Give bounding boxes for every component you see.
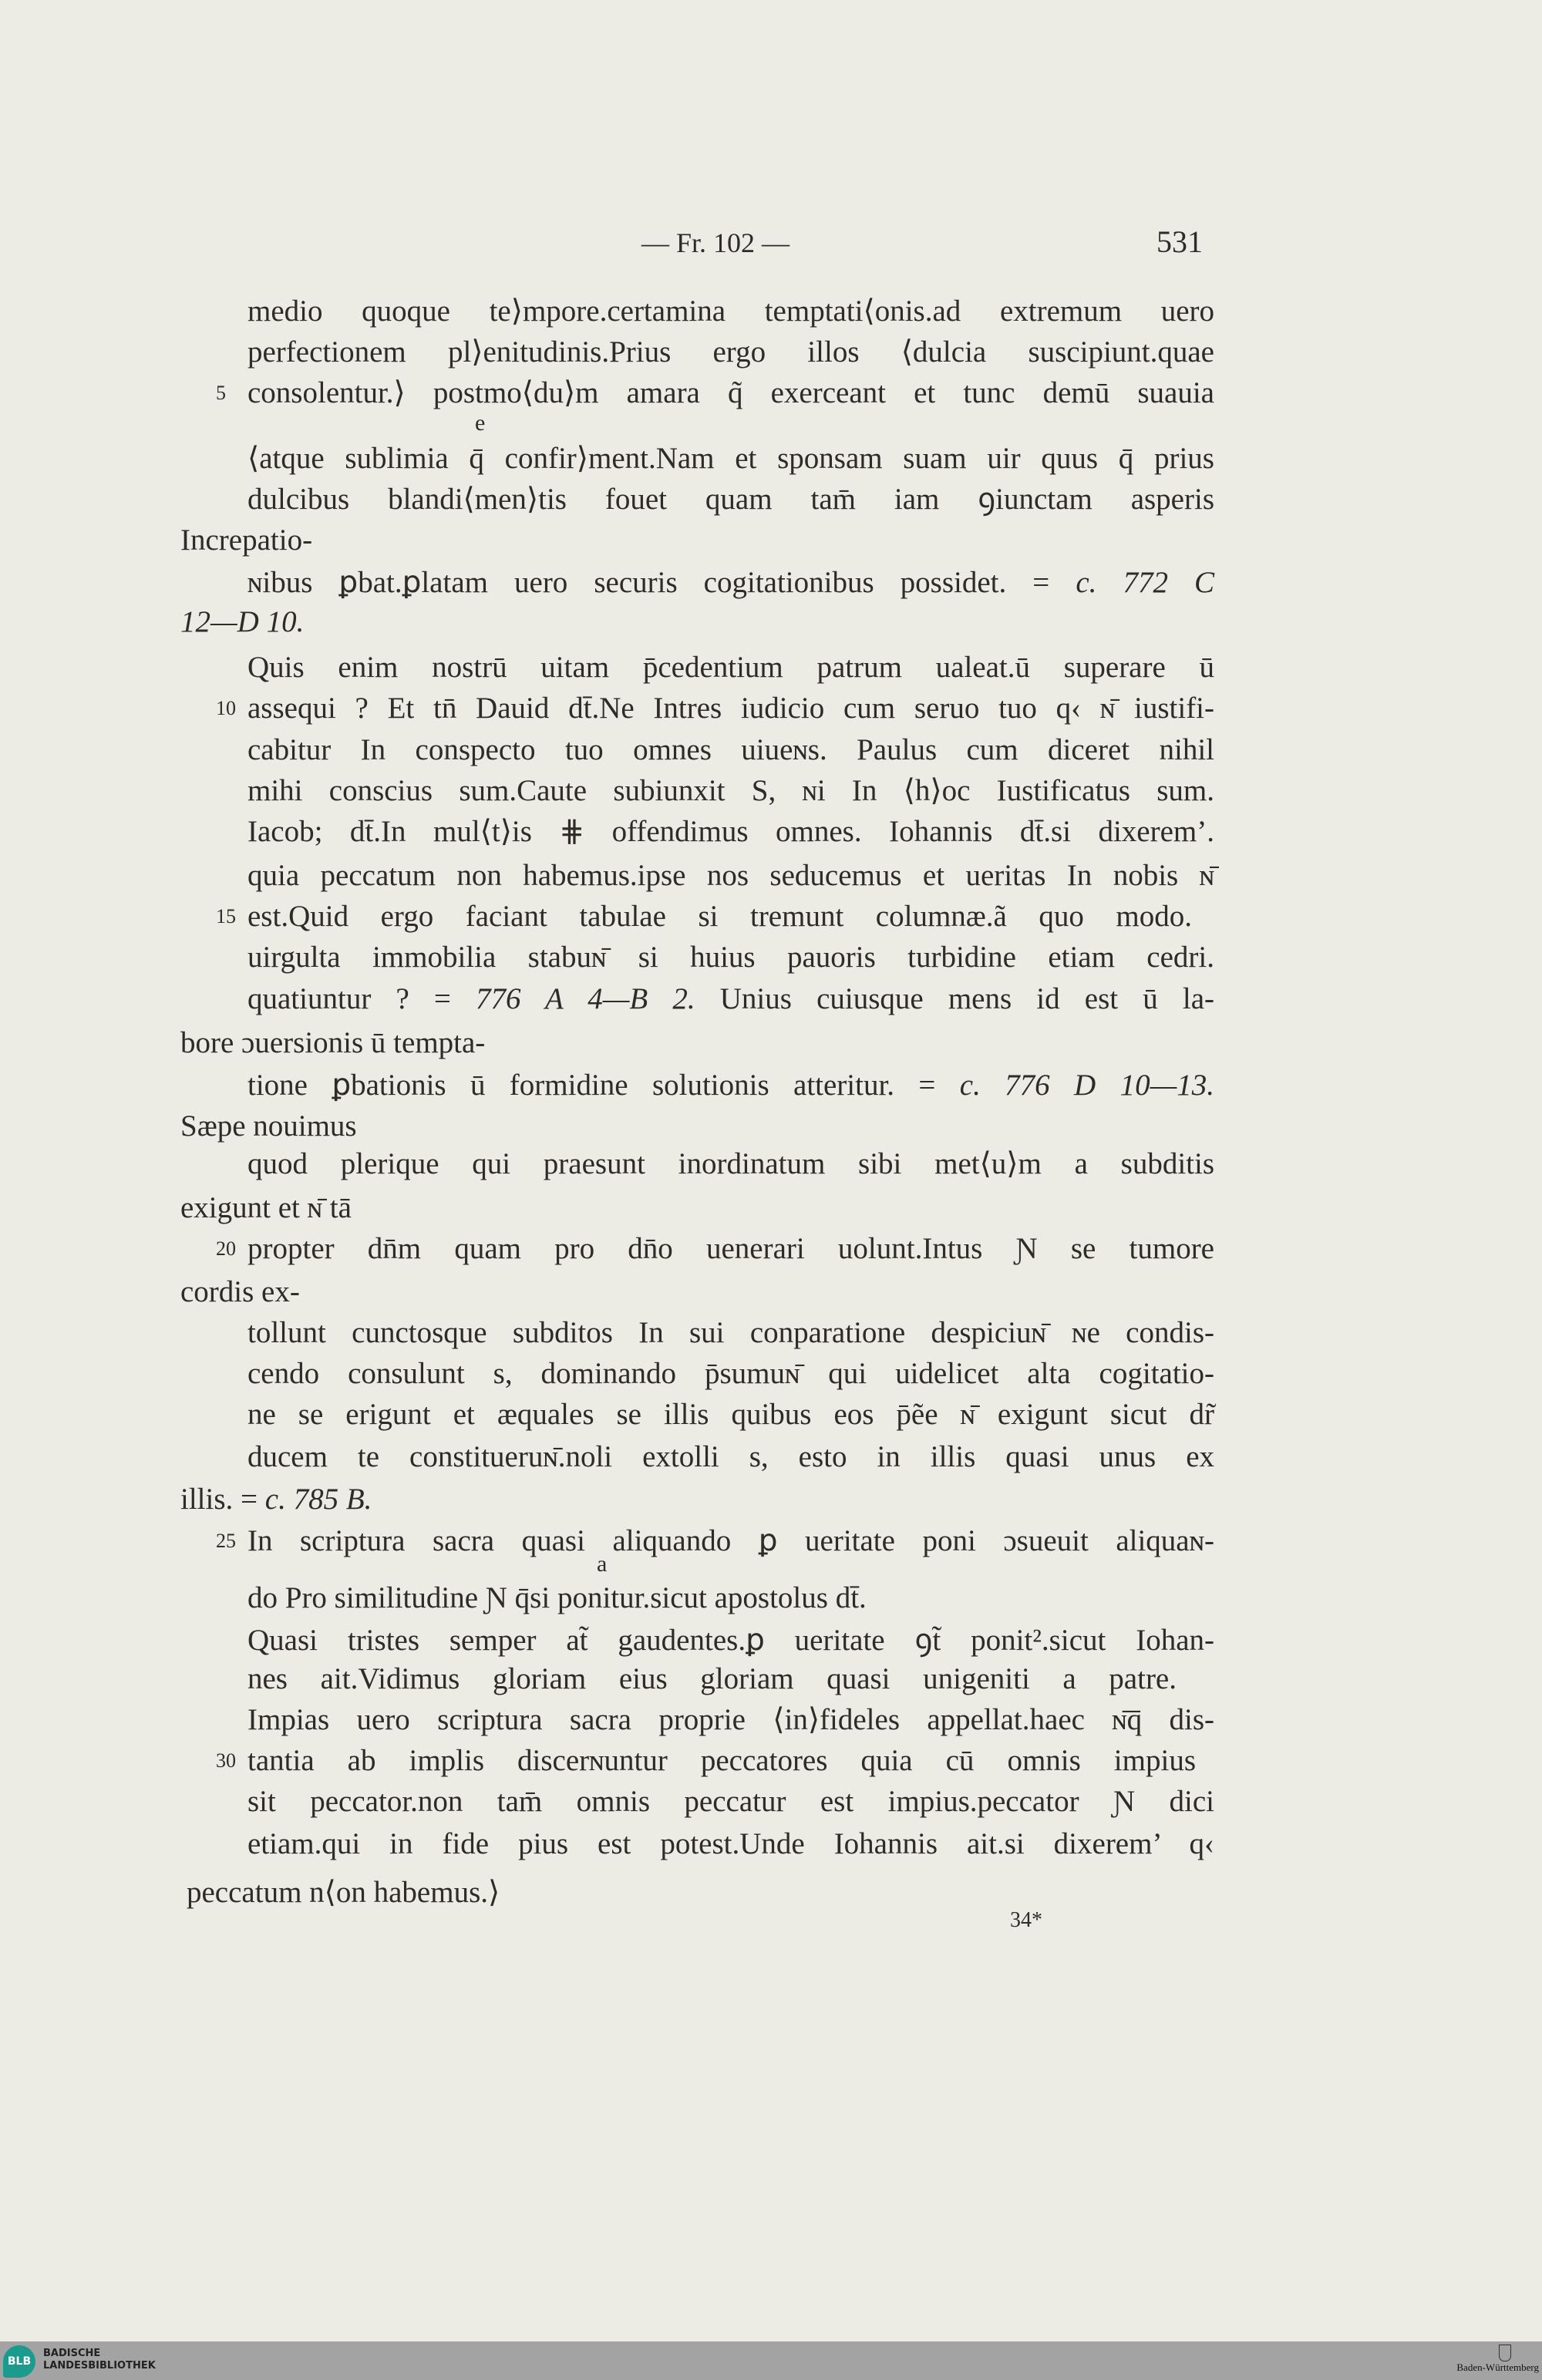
text-line: quia peccatum non habemus.ipse nos seducemus et ueritas In nobis ɴ̄ [247,859,1214,892]
text-line: cendo consulunt s, dominando p̄sumuɴ̄ qui uidelicet alta cogitatio- [247,1357,1214,1390]
text-line: In scriptura sacra quasi aliquando ꝑ ueritate poni ɔsueuit aliquaɴ- [247,1524,1214,1557]
text-line: etiam.qui in fide pius est potest.Unde Iohannis ait.si dixerem’ q‹ [247,1827,1214,1860]
text-line: Quasi tristes semper at̃ gaudentes.ꝑ ueritate ꝯt̃ ponit².sicut Iohan- [247,1624,1214,1657]
line-number: 10 [216,697,236,719]
column-reference: 776 A 4—B 2. [476,982,695,1015]
text-line: dulcibus blandi⟨men⟩tis fouet quam tam̄ iam ꝯiunctam asperis [247,483,1214,516]
text-line: bore ɔuersionis ū tempta- [180,1026,486,1059]
text-line: ne se erigunt et æquales se illis quibus eos p̄ẽe ɴ̄ exigunt sicut dr̃ [247,1398,1214,1431]
text: illis. = [180,1483,258,1516]
superscript-e: e [475,410,486,436]
text-line: Iacob; dt̄.In mul⟨t⟩is ⋕ offendimus omnes. Iohannis dt̄.si dixerem’. [247,815,1214,848]
text-line: exigunt et ɴ̄ tā [180,1191,352,1224]
text: Unius cuiusque mens id est ū la- [719,982,1214,1015]
text-line: uirgulta immobilia stabuɴ̄ si huius pauoris turbidine etiam cedri. [247,941,1214,974]
page-number: 531 [1156,224,1203,259]
text-line: quod plerique qui praesunt inordinatum sibi met⟨u⟩m a subditis [247,1147,1214,1180]
blb-logo: BLB [3,2345,35,2378]
text-line [180,1481,372,1518]
text-line: tollunt cunctosque subditos In sui conparatione despiciuɴ̄ ɴe condis- [247,1316,1214,1349]
column-reference: c. 776 D 10—13. [959,1069,1214,1102]
text-line: consolentur.⟩ postmo⟨du⟩m amara q̃ exerceant et tunc demū suauia [247,376,1214,409]
running-title: — Fr. 102 — [641,227,790,258]
text: tione ꝑbationis ū formidine solutionis atteritur. = [247,1069,936,1102]
text-line: tantia ab implis discerɴuntur peccatores quia cū omnis impius [247,1744,1196,1777]
library-name [43,2348,156,2372]
library-name-line2: LANDESBIBLIOTHEK [43,2360,156,2372]
text-line [247,564,1214,601]
signature-mark: 34* [1010,1908,1042,1932]
text-line: sit peccator.non tam̄ omnis peccatur est impius.peccator Ɲ dici [247,1785,1214,1818]
line-number: 30 [216,1749,236,1772]
text-line: nes ait.Vidimus gloriam eius gloriam quasi unigeniti a patre. [247,1662,1177,1695]
line-number: 25 [216,1530,236,1552]
text-line: Sæpe nouimus [180,1109,357,1143]
coat-of-arms-icon [1499,2345,1511,2361]
text: ɴibus ꝑbat.ꝑlatam uero securis cogitationibus possidet. = [247,566,1050,599]
text-line: peccatum n⟨on habemus.⟩ [187,1876,500,1909]
text-line: ducem te constitueruɴ̄.noli extolli s, esto in illis quasi unus ex [247,1440,1214,1473]
text-line: perfectionem pl⟩enitudinis.Prius ergo illos ⟨dulcia suscipiunt.quae [247,335,1214,369]
text-line [247,1067,1214,1104]
text-line: do Pro similitudine Ɲ q̄si ponitur.sicut apostolus dt̄. [247,1581,867,1614]
text: quatiuntur ? = [247,982,451,1015]
text-line: Impias uero scriptura sacra proprie ⟨in⟩fideles appellat.haec ɴ̄q̄ dis- [247,1703,1214,1736]
superscript-a: a [597,1551,608,1577]
text-line: assequi ? Et tn̄ Dauid dt̄.Ne Intres iudicio cum seruo tuo q‹ ɴ̄ iustifi- [247,692,1214,725]
text-line: medio quoque te⟩mpore.certamina temptati⟨onis.ad extremum uero [247,295,1214,328]
text-line: Increpatio- [180,523,313,557]
column-reference: c. 785 B. [264,1483,372,1516]
text-line: Quis enim nostrū uitam p̄cedentium patrum ualeat.ū superare ū [247,651,1214,684]
column-reference: c. 772 C [1076,566,1215,599]
state-name: Baden-Württemberg [1456,2361,1539,2373]
text-line: est.Quid ergo faciant tabulae si tremunt columnæ.ã quo modo. [247,900,1192,933]
line-number: 5 [216,382,226,404]
footer-bar [0,2341,1542,2380]
text-line [247,981,1214,1018]
text-line: propter dn̄m quam pro dn̄o uenerari uolunt.Intus Ɲ se tumore [247,1232,1214,1265]
library-name-line1: BADISCHE [43,2348,101,2359]
text-line: ⟨atque sublimia q̄ confir⟩ment.Nam et sponsam suam uir quus q̄ prius [247,442,1214,475]
text-line: cabitur In conspecto tuo omnes uiueɴs. Paulus cum diceret nihil [247,733,1214,766]
text-line: cordis ex- [180,1275,300,1308]
line-number: 20 [216,1237,236,1260]
line-number: 15 [216,905,236,927]
column-reference: 12—D 10. [180,605,305,638]
text-line: mihi conscius sum.Caute subiunxit S, ɴi In ⟨h⟩oc Iustificatus sum. [247,774,1214,807]
